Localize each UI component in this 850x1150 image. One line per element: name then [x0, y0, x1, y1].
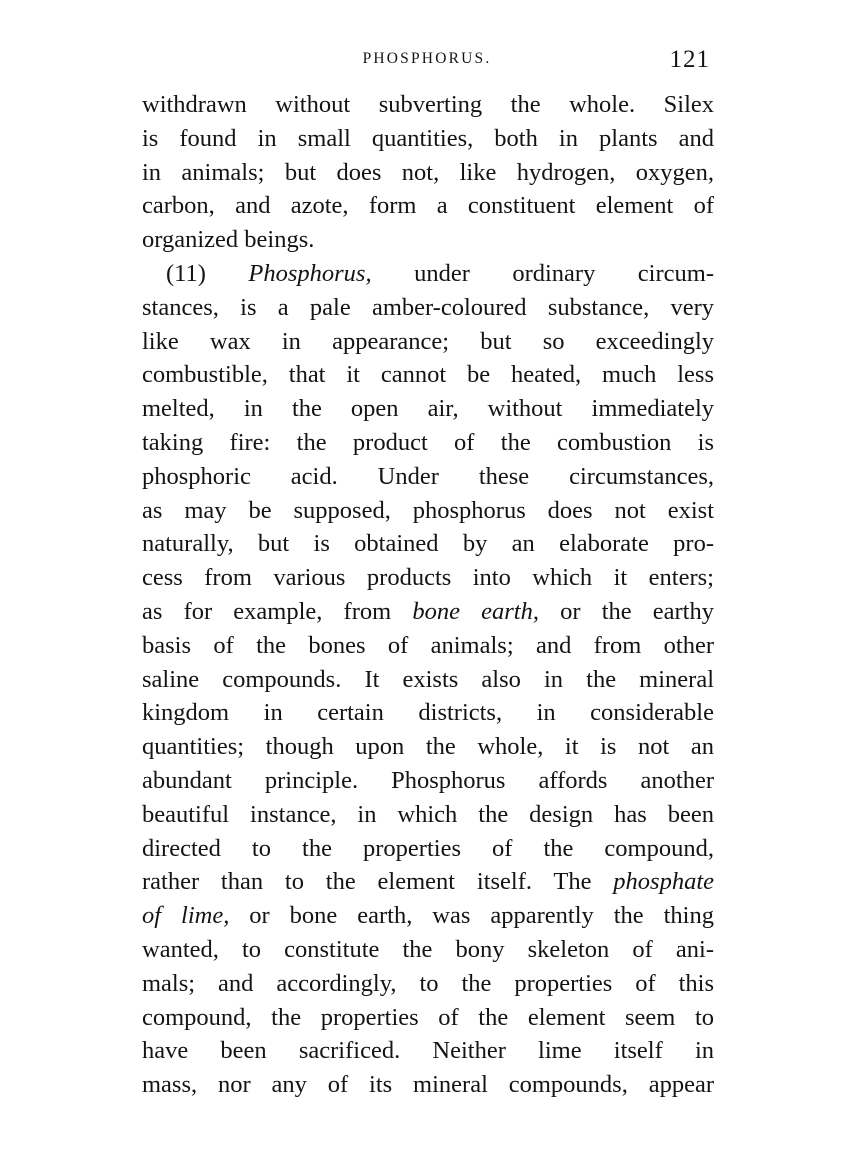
- text-line: [142, 88, 714, 122]
- text-line: [142, 122, 714, 156]
- text-run: melted, in the open air, without immediately: [142, 395, 714, 423]
- text-line: [142, 426, 714, 460]
- text-line: [142, 156, 714, 190]
- text-line: [142, 832, 714, 866]
- text-run: stances, is a pale amber-coloured substance, very: [142, 293, 714, 321]
- running-head: [140, 46, 714, 76]
- text-line: [142, 561, 714, 595]
- running-title: PHOSPHORUS.: [362, 50, 492, 67]
- text-line: [142, 865, 714, 899]
- italic-term: of lime,: [142, 902, 230, 930]
- text-run: or bone earth, was apparently the thing: [229, 902, 714, 930]
- text-run: carbon, and azote, form a constituent element of: [142, 192, 714, 220]
- text-run: mass, nor any of its mineral compounds, appear: [142, 1071, 714, 1099]
- text-run: is found in small quantities, both in plants and: [142, 124, 714, 152]
- text-line: [142, 460, 714, 494]
- text-run: combustible, that it cannot be heated, much less: [142, 361, 714, 389]
- text-line: [142, 663, 714, 697]
- text-run: compound, the properties of the element seem to: [142, 1003, 714, 1031]
- text-line: [142, 527, 714, 561]
- text-line: [142, 967, 714, 1001]
- text-run: as may be supposed, phosphorus does not exist: [142, 496, 714, 524]
- text-line: [142, 392, 714, 426]
- text-run: (11): [166, 259, 249, 287]
- italic-term: bone earth,: [412, 597, 539, 625]
- text-run: basis of the bones of animals; and from other: [142, 631, 714, 659]
- text-run: or the earthy: [538, 597, 714, 625]
- text-line: [142, 494, 714, 528]
- text-run: saline compounds. It exists also in the mineral: [142, 665, 714, 693]
- text-line: [142, 223, 714, 257]
- text-line: [142, 696, 714, 730]
- text-run: kingdom in certain districts, in considerable: [142, 699, 714, 727]
- text-run: as for example, from: [142, 597, 413, 625]
- text-line: [142, 257, 714, 291]
- body-text: [142, 88, 714, 1102]
- text-line: [142, 798, 714, 832]
- text-line: [142, 1034, 714, 1068]
- text-line: [142, 291, 714, 325]
- text-run: in animals; but does not, like hydrogen, oxygen,: [142, 158, 714, 186]
- text-run: have been sacrificed. Neither lime itself in: [142, 1037, 714, 1065]
- italic-term: phosphate: [613, 868, 714, 896]
- text-line: [142, 933, 714, 967]
- text-run: mals; and accordingly, to the properties of this: [142, 969, 714, 997]
- text-run: under ordinary circum-: [371, 259, 714, 287]
- page-number: 121: [669, 46, 710, 73]
- italic-term: Phosphorus,: [248, 259, 372, 287]
- text-line: [142, 764, 714, 798]
- text-line: [142, 629, 714, 663]
- text-run: quantities; though upon the whole, it is not an: [142, 733, 714, 761]
- text-run: rather than to the element itself. The: [142, 868, 614, 896]
- text-line: [142, 899, 714, 933]
- text-line: [142, 325, 714, 359]
- text-run: organized beings.: [142, 226, 315, 254]
- text-run: phosphoric acid. Under these circumstances,: [142, 462, 714, 490]
- text-line: [142, 1068, 714, 1102]
- text-run: taking fire: the product of the combustion is: [142, 428, 714, 456]
- text-run: directed to the properties of the compound,: [142, 834, 714, 862]
- text-line: [142, 1001, 714, 1035]
- text-run: abundant principle. Phosphorus affords another: [142, 766, 714, 794]
- text-line: [142, 730, 714, 764]
- text-line: [142, 595, 714, 629]
- text-run: withdrawn without subverting the whole. Silex: [142, 91, 714, 118]
- text-run: naturally, but is obtained by an elaborate pro-: [142, 530, 714, 558]
- text-run: cess from various products into which it enters;: [142, 564, 714, 592]
- text-line: [142, 189, 714, 223]
- text-line: [142, 358, 714, 392]
- text-run: wanted, to constitute the bony skeleton of ani-: [142, 935, 714, 963]
- text-run: like wax in appearance; but so exceedingly: [142, 327, 714, 355]
- text-run: beautiful instance, in which the design has been: [142, 800, 714, 828]
